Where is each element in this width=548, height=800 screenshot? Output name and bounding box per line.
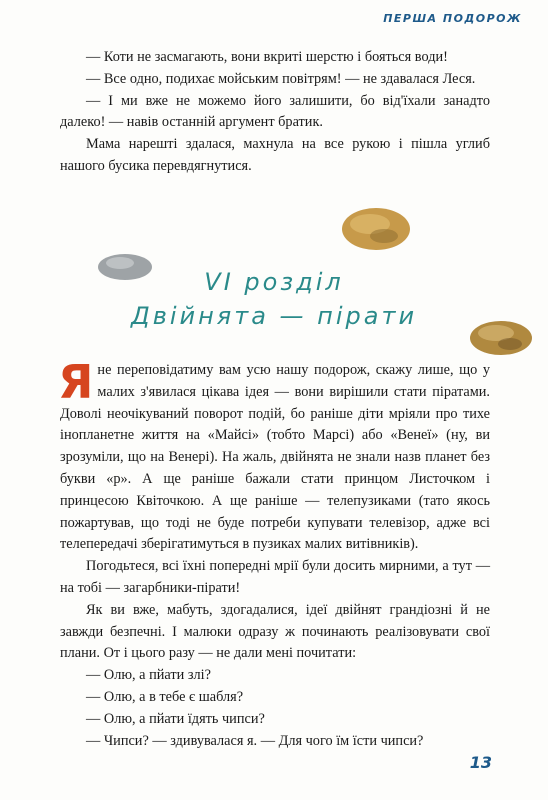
chapter-title: Двійнята — пірати	[130, 302, 418, 330]
stone-illustration	[340, 206, 412, 252]
chapter-number: VI розділ	[204, 268, 344, 296]
page-number: 13	[469, 753, 492, 772]
dialogue-line: — Олю, а пйати їдять чипси?	[86, 710, 265, 727]
paragraph: — Все одно, подихає мойським повітрям! — не здавалася Леся.	[86, 70, 476, 87]
dialogue-line: — Чипси? — здивувалася я. — Для чого їм їсти чипси?	[86, 732, 424, 749]
dialogue-line: — Олю, а пйати злі?	[86, 667, 211, 684]
paragraph: Мама нарешті здалася, махнула на все рукою і пішла углиб нашого бусика перевдягнутися.	[60, 136, 490, 174]
paragraph-text: не переповідатиму вам усю нашу подорож, скажу лише, що у малих з'явилася цікава ідея — вони вирішили стати піратами. Доволі неочікуваний поворот подій, бо раніше діти мріяли про тихе інопланетне життя на «Майсі» (тобто Марсі) або «Венеї» (ну, ви зрозуміли, що на Венері). На жаль, двійнята не знали назв планет без букви «р». А ще раніше бажали стати принцом Листочком і принцесою Квіточкою. А ще раніше — телепузиками (тато якось пожартував, що тоді не буде потреби купувати телевізор, адже всі телепередачі зберігатимуться в пузиках малих витівників).	[60, 362, 490, 553]
paragraph: — І ми вже не можемо його залишити, бо від'їхали занадто далеко! — навів останній аргумент братик.	[60, 92, 490, 131]
dialogue-line: — Олю, а в тебе є шабля?	[86, 688, 244, 705]
paragraph: — Коти не засмагають, вони вкриті шерстю і бояться води!	[86, 49, 448, 65]
paragraph: Погодьтеся, всі їхні попередні мрії були досить мирними, а тут — на тобі — загарбники-пірати!	[60, 558, 490, 596]
top-text-block	[60, 47, 490, 178]
paragraph: Як ви вже, мабуть, здогадалися, ідеї двійнят грандіозні й не завжди безпечні. І малюки одразу ж починають реалізовувати свої плани. От і цього разу — не дали мені почитати:	[60, 601, 490, 662]
paragraph-first	[58, 355, 490, 556]
body-text-block	[58, 355, 490, 752]
running-head: ПЕРША ПОДОРОЖ	[383, 12, 522, 25]
drop-cap: Я	[58, 355, 94, 409]
